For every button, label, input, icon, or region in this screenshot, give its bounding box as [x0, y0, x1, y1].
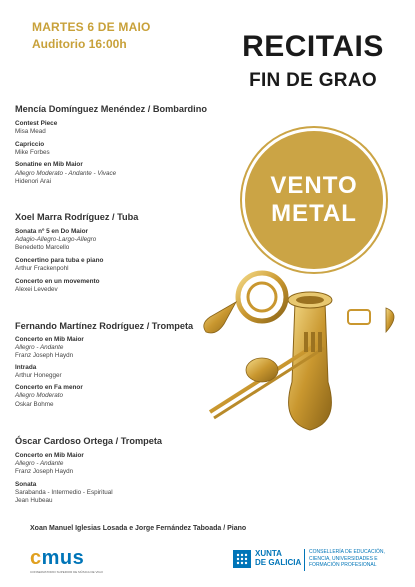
category-badge: [242, 128, 386, 272]
piece-title: Concerto en Mib Maior: [15, 452, 84, 459]
piece-title: Sonatine en Mib Maior: [15, 161, 83, 168]
event-venue-time: Auditorio 16:00h: [32, 37, 127, 51]
piece-composer: Franz Joseph Haydn: [15, 468, 74, 475]
performer-name: Óscar Cardoso Ortega / Trompeta: [15, 436, 163, 446]
piece-title: Concerto en Mib Maior: [15, 336, 84, 343]
performer-name: Mencía Domínguez Menéndez / Bombardino: [15, 104, 207, 114]
cmus-logo-mark: c: [30, 547, 42, 569]
poster-title: RECITAIS: [242, 30, 384, 63]
piece-composer: Misa Mead: [15, 128, 46, 135]
piece-composer: Arthur Honegger: [15, 372, 62, 379]
piece-composer: Benedetto Marcello: [15, 244, 70, 251]
pianists-credit: Xoan Manuel Iglesias Losada e Jorge Fernández Taboada / Piano: [30, 525, 247, 532]
performer-name: Fernando Martínez Rodríguez / Trompeta: [15, 321, 194, 331]
french-horn-icon: [238, 273, 286, 321]
piece-title: Sonata: [15, 481, 37, 488]
piece-title: Intrada: [15, 364, 37, 371]
piece-composer: Franz Joseph Haydn: [15, 352, 74, 359]
piece-composer: Arthur Frackenpohl: [15, 265, 69, 272]
cmus-logo: [30, 547, 103, 578]
piece-movements: Allegro - Andante: [15, 344, 64, 351]
piece-movements: Allegro Moderato: [15, 392, 63, 399]
piece-title: Concerto en un movemento: [15, 278, 100, 285]
piece-movements: Allegro - Andante: [15, 460, 64, 467]
piece-title: Sonata nº 5 en Do Maior: [15, 228, 88, 235]
cmus-logo-subtitle: CONSERVATORIO SUPERIOR DE MÚSICA DE VIGO: [30, 570, 103, 574]
xunta-logo-text: [255, 549, 301, 567]
xunta-line1: XUNTA: [255, 549, 282, 558]
conselleria-line1: CONSELLERÍA DE EDUCACIÓN,: [309, 549, 385, 555]
xunta-line2: DE GALICIA: [255, 558, 302, 567]
poster-subtitle: FIN DE GRAO: [249, 70, 377, 91]
xunta-emblem-icon: [233, 550, 251, 568]
piece-composer: Oskar Bohme: [15, 401, 54, 408]
badge-line1: VENTO: [270, 172, 358, 199]
conselleria-line2: CIENCIA, UNIVERSIDADES E: [309, 555, 378, 562]
conselleria-text: [309, 549, 385, 569]
piece-composer: Hidenori Arai: [15, 178, 52, 185]
piece-movements: Allegro Moderato - Andante - Vivace: [15, 170, 117, 177]
brass-instruments-illustration: [200, 262, 410, 442]
logo-divider: [304, 549, 305, 571]
cmus-logo-text: [30, 548, 92, 568]
piece-movements: Adagio-Allegro-Largo-Allegro: [15, 236, 97, 243]
piece-movements: Sarabanda - Intermedio - Espiritual: [15, 489, 113, 496]
badge-line2: METAL: [271, 200, 357, 227]
piece-composer: Alexei Levedev: [15, 286, 58, 293]
piece-title: Contest Piece: [15, 120, 58, 127]
cmus-logo-rest: mus: [41, 547, 85, 569]
conselleria-line3: FORMACIÓN PROFESIONAL: [309, 562, 377, 568]
piece-composer: Mike Forbes: [15, 149, 50, 156]
event-date: MARTES 6 DE MAIO: [32, 20, 151, 34]
performer-name: Xoel Marra Rodríguez / Tuba: [15, 212, 139, 222]
piece-title: Concertino para tuba e piano: [15, 257, 104, 264]
piece-composer: Jean Hubeau: [15, 497, 53, 504]
piece-title: Capriccio: [15, 141, 45, 148]
piece-title: Concerto en Fa menor: [15, 384, 83, 391]
